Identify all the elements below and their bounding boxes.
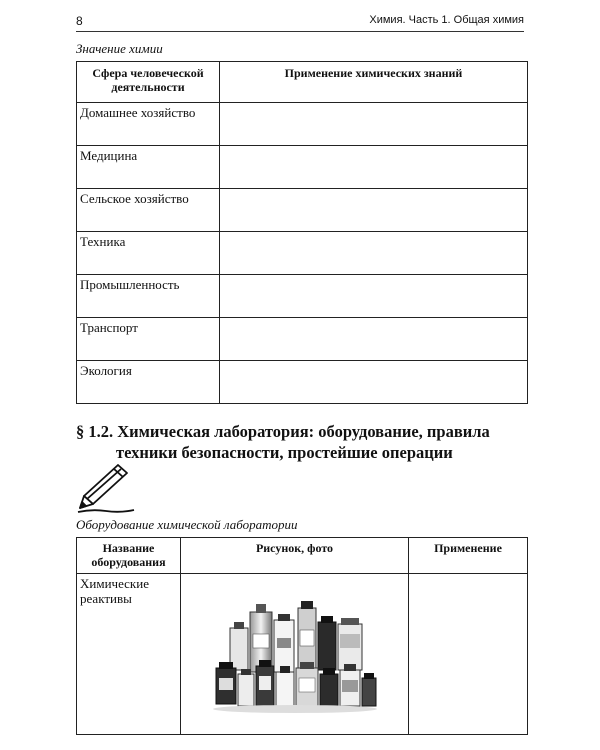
equipment-application-cell[interactable] xyxy=(409,574,528,735)
pencil-icon xyxy=(76,462,140,519)
sphere-label: Экология xyxy=(80,363,132,378)
table-row xyxy=(77,574,528,735)
lab-equipment-table xyxy=(76,537,528,735)
sphere-label: Промышленность xyxy=(80,277,180,292)
section-heading xyxy=(76,421,528,463)
section-title-line1: Химическая лаборатория: оборудование, правила xyxy=(117,422,490,441)
running-header: Химия. Часть 1. Общая химия xyxy=(369,14,524,26)
sphere-label: Транспорт xyxy=(80,320,138,335)
table-row xyxy=(77,103,528,146)
table-row xyxy=(77,275,528,318)
column-header-application: Применение xyxy=(409,538,528,574)
column-header-sphere: Сфера человеческой деятельности xyxy=(77,62,220,103)
table-header-row xyxy=(77,538,528,574)
sphere-cell xyxy=(77,275,220,318)
sphere-label: Техника xyxy=(80,234,126,249)
application-cell[interactable] xyxy=(220,146,528,189)
equipment-name-cell xyxy=(77,574,181,735)
column-header-picture: Рисунок, фото xyxy=(181,538,409,574)
table-header-row xyxy=(77,62,528,103)
sphere-cell xyxy=(77,232,220,275)
sphere-label: Домашнее хозяйство xyxy=(80,105,196,120)
table-row xyxy=(77,146,528,189)
lab-equipment-caption: Оборудование химической лаборатории xyxy=(76,517,298,532)
section-title-line2: техники безопасности, простейшие операции xyxy=(116,443,453,462)
chemistry-significance-caption: Значение химии xyxy=(76,41,163,56)
application-cell[interactable] xyxy=(220,275,528,318)
application-cell[interactable] xyxy=(220,318,528,361)
table-row xyxy=(77,232,528,275)
sphere-cell xyxy=(77,103,220,146)
application-cell[interactable] xyxy=(220,103,528,146)
header-rule xyxy=(76,31,524,32)
sphere-label: Медицина xyxy=(80,148,138,163)
sphere-cell xyxy=(77,361,220,404)
application-cell[interactable] xyxy=(220,232,528,275)
equipment-picture-cell xyxy=(181,574,409,735)
chemistry-significance-table xyxy=(76,61,528,404)
table-row xyxy=(77,361,528,404)
application-cell[interactable] xyxy=(220,361,528,404)
table-row xyxy=(77,318,528,361)
sphere-cell xyxy=(77,318,220,361)
section-number: § 1.2. xyxy=(76,422,114,441)
table-row xyxy=(77,189,528,232)
column-header-application: Применение химических знаний xyxy=(220,62,528,103)
equipment-name: Химические реактивы xyxy=(80,576,149,606)
column-header-name: Название оборудования xyxy=(77,538,181,574)
application-cell[interactable] xyxy=(220,189,528,232)
sphere-cell xyxy=(77,189,220,232)
sphere-cell xyxy=(77,146,220,189)
chemical-reagents-photo xyxy=(210,598,380,716)
sphere-label: Сельское хозяйство xyxy=(80,191,189,206)
page-number: 8 xyxy=(76,14,83,28)
